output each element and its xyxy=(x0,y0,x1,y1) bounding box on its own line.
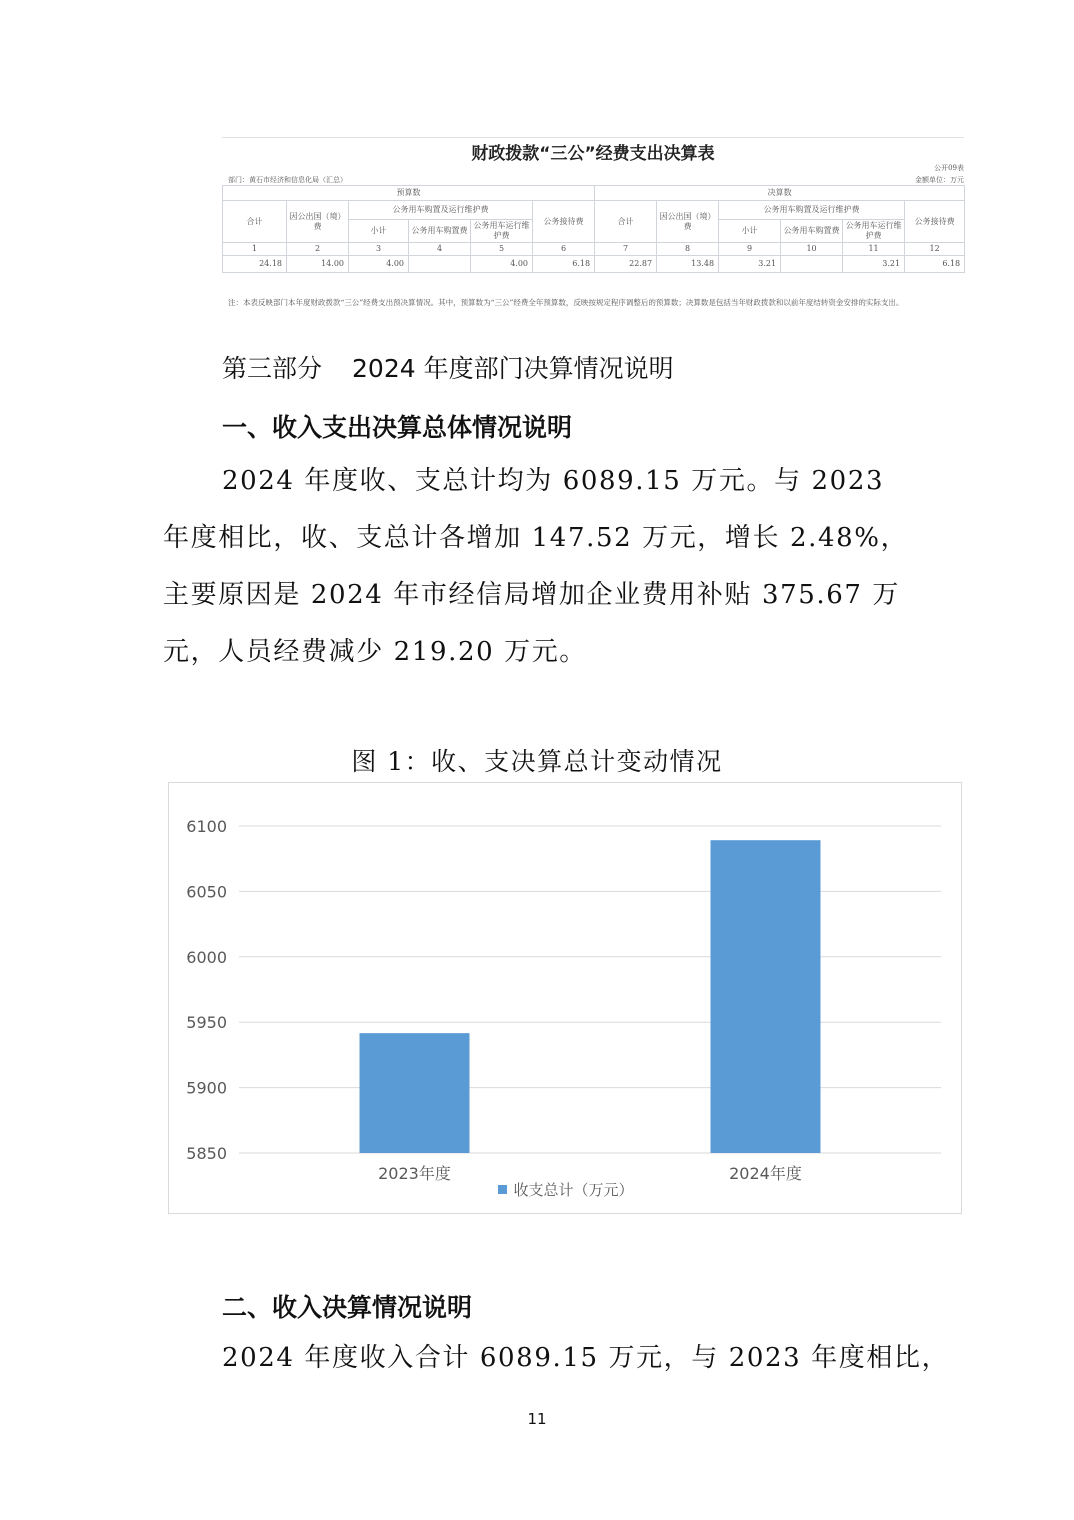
column-number-cell: 10 xyxy=(781,243,843,256)
header-final: 决算数 xyxy=(595,186,965,201)
value-cell: 24.18 xyxy=(223,256,287,273)
header-car: 公务用车购置及运行维护费 xyxy=(349,201,533,220)
chart-legend xyxy=(169,1179,963,1200)
value-cell: 14.00 xyxy=(287,256,349,273)
part-title xyxy=(222,349,674,385)
legend-swatch xyxy=(498,1185,507,1194)
y-tick-label: 6100 xyxy=(186,817,227,836)
part-title-label: 第三部分 xyxy=(222,354,323,383)
header-budget: 预算数 xyxy=(223,186,595,201)
header-car-buy: 公务用车购置费 xyxy=(781,220,843,243)
table-note: 注：本表反映部门本年度财政拨款“三公”经费支出预决算情况。其中，预算数为“三公”经费全年预算数，反映按规定程序调整后的预算数；决算数是包括当年财政拨款和以前年度结转资金安排的实际支出。 xyxy=(228,298,904,307)
column-number-cell: 7 xyxy=(595,243,657,256)
header-reception: 公务接待费 xyxy=(905,201,965,243)
bar-chart-svg xyxy=(169,783,963,1215)
bar xyxy=(711,840,821,1153)
bar xyxy=(360,1033,470,1153)
part-title-text: 2024 年度部门决算情况说明 xyxy=(352,354,674,383)
y-tick-label: 5850 xyxy=(186,1144,227,1163)
paragraph-2: 2024 年度收入合计 6089.15 万元，与 2023 年度相比， xyxy=(222,1343,950,1373)
value-cell: 3.21 xyxy=(843,256,905,273)
paragraph-1-text: 2024 年度收、支总计均为 6089.15 万元。与 2023 年度相比，收、支总计各增加 147.52 万元，增长 2.48%，主要原因是 2024 年市经信局增加企业费用补贴 375.67 万元，人员经费减少 219.20 万元。 xyxy=(163,466,909,667)
section1-title: 一、收入支出决算总体情况说明 xyxy=(222,413,573,442)
value-cell: 13.48 xyxy=(657,256,719,273)
figure-caption: 图 1：收、支决算总计变动情况 xyxy=(351,747,723,776)
value-cell: 6.18 xyxy=(905,256,965,273)
value-cell: 4.00 xyxy=(471,256,533,273)
header-total: 合计 xyxy=(223,201,287,243)
paragraph-1 xyxy=(163,453,913,681)
header-reception: 公务接待费 xyxy=(533,201,595,243)
column-number-cell: 8 xyxy=(657,243,719,256)
y-tick-label: 5950 xyxy=(186,1013,227,1033)
column-number-cell: 4 xyxy=(409,243,471,256)
y-tick-label: 6050 xyxy=(186,882,227,902)
header-total: 合计 xyxy=(595,201,657,243)
column-number-cell: 2 xyxy=(287,243,349,256)
value-cell: 4.00 xyxy=(349,256,409,273)
header-abroad: 因公出国（境）费 xyxy=(657,201,719,243)
header-car-buy: 公务用车购置费 xyxy=(409,220,471,243)
table-unit: 金额单位：万元 xyxy=(915,176,964,184)
x-tick-label: 2024年度 xyxy=(729,1164,802,1183)
header-car: 公务用车购置及运行维护费 xyxy=(719,201,905,220)
value-cell xyxy=(409,256,471,273)
table-form-number: 公开09表 xyxy=(934,164,964,172)
value-row xyxy=(223,256,965,273)
value-cell: 22.87 xyxy=(595,256,657,273)
section2-title: 二、收入决算情况说明 xyxy=(222,1293,473,1322)
header-abroad: 因公出国（境）费 xyxy=(287,201,349,243)
value-cell: 3.21 xyxy=(719,256,781,273)
column-number-cell: 9 xyxy=(719,243,781,256)
bar-chart xyxy=(168,782,962,1214)
column-number-cell: 6 xyxy=(533,243,595,256)
page-number: 11 xyxy=(527,1410,547,1428)
x-tick-label: 2023年度 xyxy=(378,1164,451,1183)
y-tick-label: 5900 xyxy=(186,1078,227,1098)
column-number-cell: 5 xyxy=(471,243,533,256)
column-number-cell: 11 xyxy=(843,243,905,256)
column-number-row xyxy=(223,243,965,256)
header-subtotal: 小计 xyxy=(719,220,781,243)
column-number-cell: 3 xyxy=(349,243,409,256)
header-subtotal: 小计 xyxy=(349,220,409,243)
value-cell xyxy=(781,256,843,273)
column-number-cell: 12 xyxy=(905,243,965,256)
table-department: 部门：黄石市经济和信息化局（汇总） xyxy=(228,176,347,184)
header-car-run: 公务用车运行维护费 xyxy=(471,220,533,243)
sangong-table xyxy=(222,185,965,273)
legend-label: 收支总计（万元） xyxy=(513,1181,634,1199)
column-number-cell: 1 xyxy=(223,243,287,256)
header-car-run: 公务用车运行维护费 xyxy=(843,220,905,243)
y-tick-label: 6000 xyxy=(186,947,227,967)
table-title: 财政拨款“三公”经费支出决算表 xyxy=(471,144,715,164)
value-cell: 6.18 xyxy=(533,256,595,273)
